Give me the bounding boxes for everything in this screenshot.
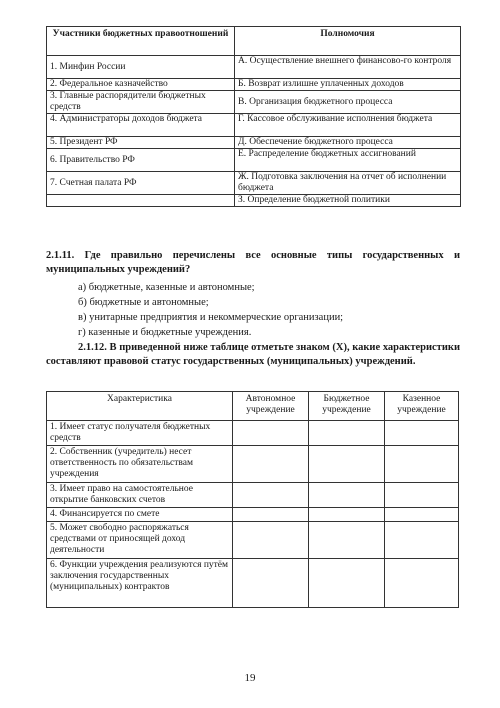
- power-cell: Г. Кассовое обслуживание исполнения бюджета: [235, 114, 461, 137]
- table-row: [47, 483, 459, 508]
- characteristic-cell: 1. Имеет статус получателя бюджетных средств: [47, 421, 233, 446]
- answer-option-b: б) бюджетные и автономные;: [78, 297, 209, 308]
- institution-status-table: [46, 391, 459, 608]
- question-2-1-11: [46, 249, 460, 277]
- table-row: [47, 559, 459, 608]
- mark-cell-state[interactable]: [385, 421, 459, 446]
- mark-cell-state[interactable]: [385, 508, 459, 522]
- mark-cell-autonomous[interactable]: [233, 446, 309, 483]
- mark-cell-autonomous[interactable]: [233, 421, 309, 446]
- table-row: [47, 149, 461, 172]
- power-cell: Б. Возврат излишне уплаченных доходов: [235, 79, 461, 91]
- table-row: [47, 137, 461, 149]
- participant-cell: 3. Главные распорядители бюджетных средств: [47, 91, 235, 114]
- characteristic-cell: 5. Может свободно распоряжаться средствами от приносящей доход деятельности: [47, 522, 233, 559]
- column-header: Казенное учреждение: [385, 392, 459, 421]
- characteristic-cell: 2. Собственник (учредитель) несет ответственность по обязательствам учреждения: [47, 446, 233, 483]
- answer-option-a: а) бюджетные, казенные и автономные;: [78, 282, 255, 293]
- mark-cell-budgetary[interactable]: [309, 522, 385, 559]
- power-cell: А. Осуществление внешнего финансово-го контроля: [235, 56, 461, 79]
- answer-option-g: г) казенные и бюджетные учреждения.: [78, 327, 252, 338]
- table-header-row: [47, 27, 461, 56]
- mark-cell-budgetary[interactable]: [309, 559, 385, 608]
- mark-cell-autonomous[interactable]: [233, 559, 309, 608]
- table-row: [47, 522, 459, 559]
- table-row: [47, 195, 461, 207]
- answer-option-v: в) унитарные предприятия и некоммерческие организации;: [78, 312, 344, 323]
- mark-cell-state[interactable]: [385, 446, 459, 483]
- table-row: [47, 421, 459, 446]
- table-row: [47, 446, 459, 483]
- participant-cell: 4. Администраторы доходов бюджета: [47, 114, 235, 137]
- powers-matching-table: [46, 26, 461, 207]
- mark-cell-state[interactable]: [385, 559, 459, 608]
- table-row: [47, 56, 461, 79]
- power-cell: З. Определение бюджетной политики: [235, 195, 461, 207]
- mark-cell-autonomous[interactable]: [233, 483, 309, 508]
- mark-cell-budgetary[interactable]: [309, 421, 385, 446]
- power-cell: Д. Обеспечение бюджетного процесса: [235, 137, 461, 149]
- characteristic-cell: 3. Имеет право на самостоятельное открытие банковских счетов: [47, 483, 233, 508]
- power-cell: Е. Распределение бюджетных ассигнований: [235, 149, 461, 172]
- mark-cell-state[interactable]: [385, 483, 459, 508]
- table-row: [47, 79, 461, 91]
- characteristic-cell: 4. Финансируется по смете: [47, 508, 233, 522]
- mark-cell-budgetary[interactable]: [309, 446, 385, 483]
- participant-cell: 5. Президент РФ: [47, 137, 235, 149]
- mark-cell-budgetary[interactable]: [309, 483, 385, 508]
- mark-cell-budgetary[interactable]: [309, 508, 385, 522]
- table-row: [47, 172, 461, 195]
- column-header: Характеристика: [47, 392, 233, 421]
- mark-cell-autonomous[interactable]: [233, 508, 309, 522]
- mark-cell-state[interactable]: [385, 522, 459, 559]
- participant-cell: 1. Минфин России: [47, 56, 235, 79]
- question-text: 2.1.11. Где правильно перечислены все основные типы государственных и муниципальных учреждений?: [46, 250, 460, 275]
- power-cell: Ж. Подготовка заключения на отчет об исполнении бюджета: [235, 172, 461, 195]
- page-number: 19: [244, 672, 256, 684]
- participant-cell: 7. Счетная палата РФ: [47, 172, 235, 195]
- table-row: [47, 91, 461, 114]
- question-2-1-12: [46, 341, 460, 369]
- column-header: Полномочия: [235, 27, 461, 56]
- table-header-row: [47, 392, 459, 421]
- column-header: Участники бюджетных правоотношений: [47, 27, 235, 56]
- table-row: [47, 508, 459, 522]
- participant-cell: [47, 195, 235, 207]
- characteristic-cell: 6. Функции учреждения реализуются путём заключения государственных (муниципальных) контрактов: [47, 559, 233, 608]
- table-row: [47, 114, 461, 137]
- column-header: Бюджетное учреждение: [309, 392, 385, 421]
- participant-cell: 2. Федеральное казначейство: [47, 79, 235, 91]
- column-header: Автономное учреждение: [233, 392, 309, 421]
- question-text: 2.1.12. В приведенной ниже таблице отметьте знаком (X), какие характеристики составляют правовой статус государственных (муниципальных) учреждений.: [46, 342, 460, 367]
- mark-cell-autonomous[interactable]: [233, 522, 309, 559]
- power-cell: В. Организация бюджетного процесса: [235, 91, 461, 114]
- participant-cell: 6. Правительство РФ: [47, 149, 235, 172]
